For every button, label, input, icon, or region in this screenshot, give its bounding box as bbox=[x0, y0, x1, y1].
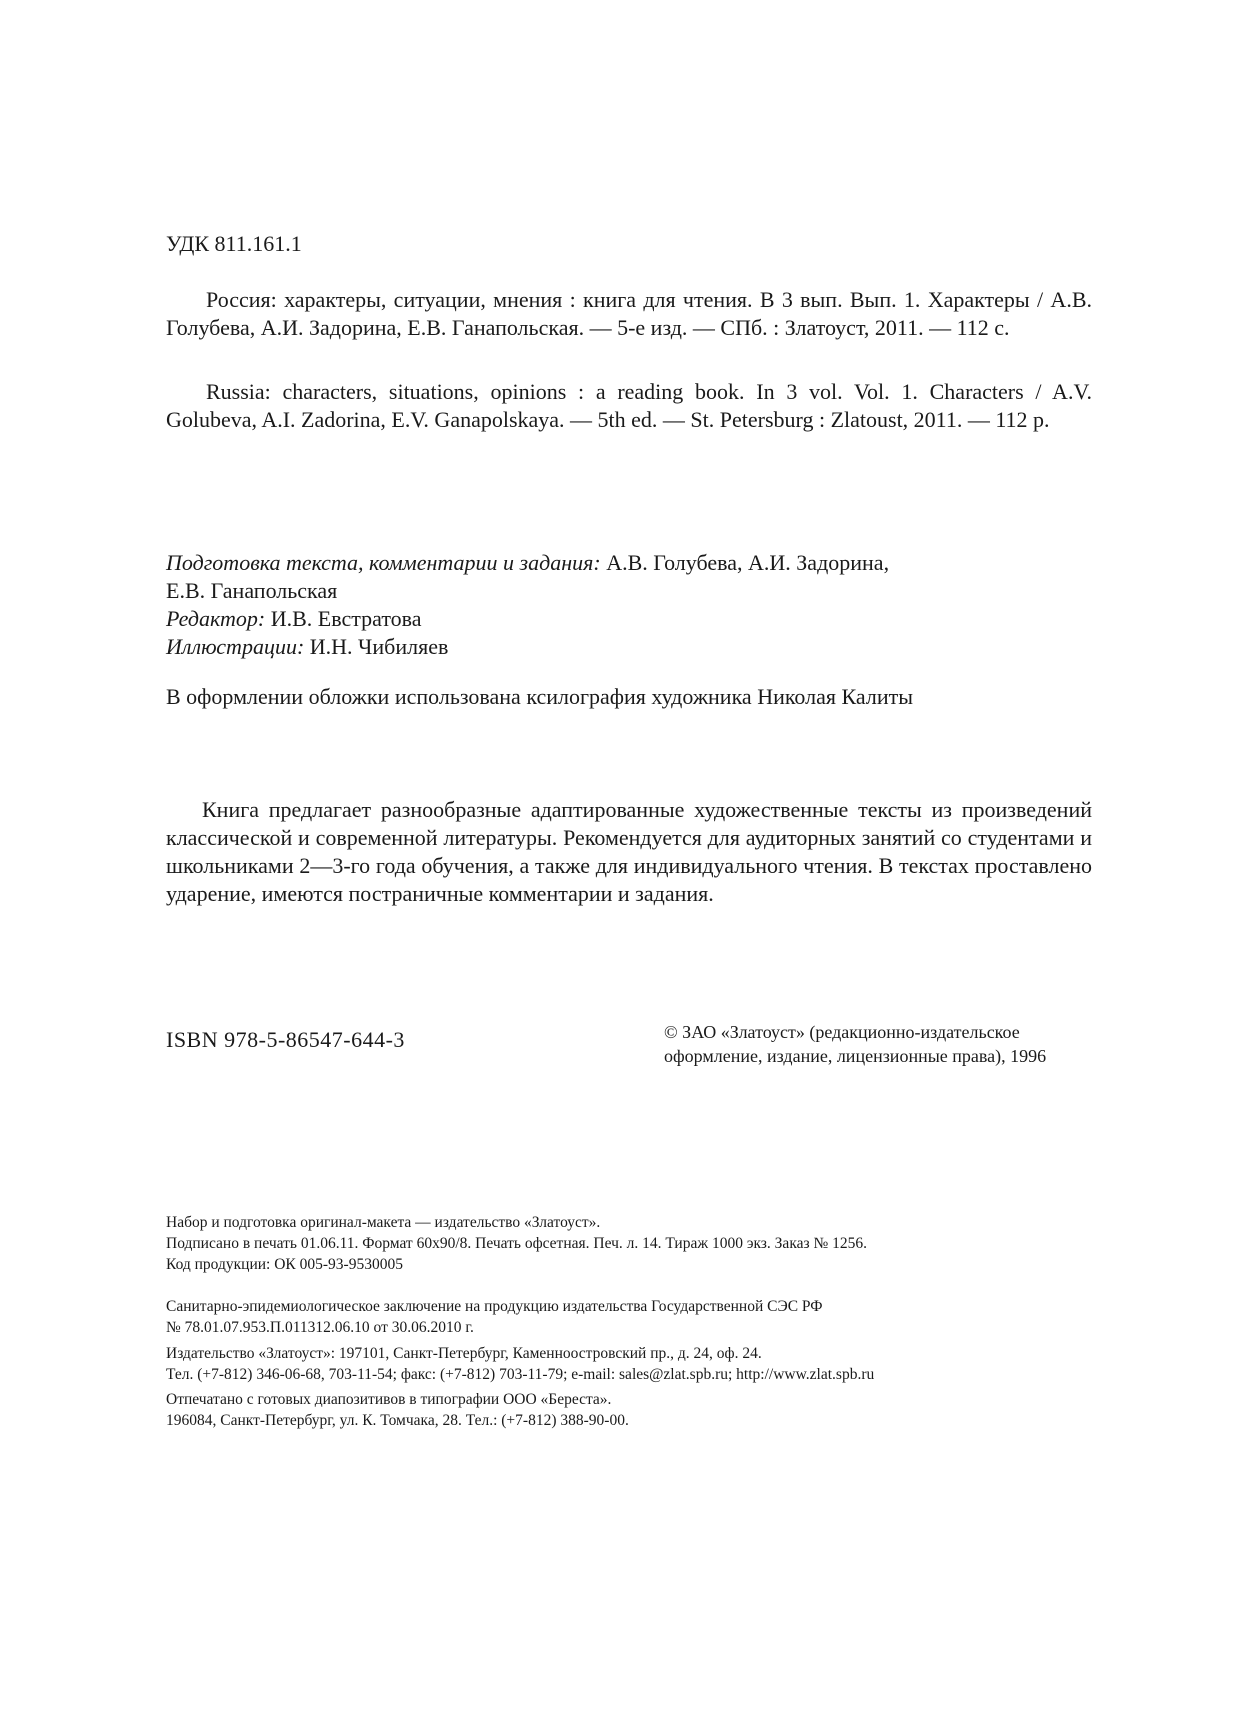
copyright-notice bbox=[664, 1020, 1094, 1068]
imprint-publisher-block bbox=[166, 1343, 1092, 1385]
cover-note: В оформлении обложки использована ксилография художника Николая Калиты bbox=[166, 684, 913, 709]
imprint-sanitary-line-2: № 78.01.07.953.П.011312.06.10 от 30.06.2010 г. bbox=[166, 1319, 474, 1336]
credit-preparation-value: А.В. Голубева, А.И. Задорина, bbox=[600, 550, 890, 575]
imprint-sanitary-block bbox=[166, 1296, 1092, 1338]
credit-illustrations-value: И.Н. Чибиляев bbox=[304, 634, 449, 659]
imprint-product-code: Код продукции: ОК 005-93-9530005 bbox=[166, 1256, 403, 1273]
credit-illustrations-label: Иллюстрации: bbox=[166, 634, 305, 659]
imprint-print-info: Подписано в печать 01.06.11. Формат 60х90/8. Печать офсетная. Печ. л. 14. Тираж 1000 экз. Заказ № 1256. bbox=[166, 1235, 868, 1252]
isbn: ISBN 978-5-86547-644-3 bbox=[166, 1027, 405, 1052]
annotation: Книга предлагает разнообразные адаптированные художественные тексты из произведений классической и современной литературы. Рекомендуется для аудиторных занятий со студентами и школьниками 2—3-го года обучения, а также для индивидуального чтения. В текстах проставлено ударение, имеются постраничные комментарии и задания. bbox=[166, 797, 1092, 906]
credit-editor bbox=[166, 605, 1092, 633]
imprint-printer-block bbox=[166, 1389, 1092, 1431]
imprint-layout: Набор и подготовка оригинал-макета — издательство «Златоуст». bbox=[166, 1214, 601, 1231]
credits-block bbox=[166, 549, 1092, 661]
credit-editor-value: И.В. Евстратова bbox=[265, 606, 422, 631]
imprint-publisher-contacts: Тел. (+7-812) 346-06-68, 703-11-54; факс: (+7-812) 703-11-79; e-mail: sales@zlat.spb.ru; http://www.zlat.spb.ru bbox=[166, 1366, 875, 1383]
credit-preparation-label: Подготовка текста, комментарии и задания: bbox=[166, 550, 601, 575]
imprint-sanitary-line-1: Санитарно-эпидемиологическое заключение на продукцию издательства Государственной СЭС РФ bbox=[166, 1298, 823, 1315]
copyright-line-2: оформление, издание, лицензионные права), 1996 bbox=[664, 1046, 1047, 1066]
imprint-production-block bbox=[166, 1212, 1092, 1275]
credit-preparation-continued: Е.В. Ганапольская bbox=[166, 578, 338, 603]
udk-code: УДК 811.161.1 bbox=[166, 231, 302, 256]
imprint-publisher-address: Издательство «Златоуст»: 197101, Санкт-Петербург, Каменноостровский пр., д. 24, оф. 24. bbox=[166, 1345, 762, 1362]
credit-editor-label: Редактор: bbox=[166, 606, 266, 631]
credit-preparation bbox=[166, 549, 1092, 577]
credit-illustrations bbox=[166, 633, 1092, 661]
bibliographic-description-english: Russia: characters, situations, opinions : a reading book. In 3 vol. Vol. 1. Characters / A.V. Golubeva, A.I. Zadorina, E.V. Ganapolskaya. — 5th ed. — St. Petersburg : Zlatoust, 2011. — 112 p. bbox=[166, 379, 1092, 432]
imprint-printer-name: Отпечатано с готовых диапозитивов в типографии ООО «Береста». bbox=[166, 1391, 612, 1408]
imprint-printer-address: 196084, Санкт-Петербург, ул. К. Томчака, 28. Тел.: (+7-812) 388-90-00. bbox=[166, 1412, 629, 1429]
bibliographic-description-russian: Россия: характеры, ситуации, мнения : книга для чтения. В 3 вып. Вып. 1. Характеры / А.В. Голубева, А.И. Задорина, Е.В. Ганапольская. — 5-е изд. — СПб. : Златоуст, 2011. — 112 с. bbox=[166, 287, 1092, 340]
copyright-line-1: © ЗАО «Златоуст» (редакционно-издательское bbox=[664, 1022, 1020, 1042]
